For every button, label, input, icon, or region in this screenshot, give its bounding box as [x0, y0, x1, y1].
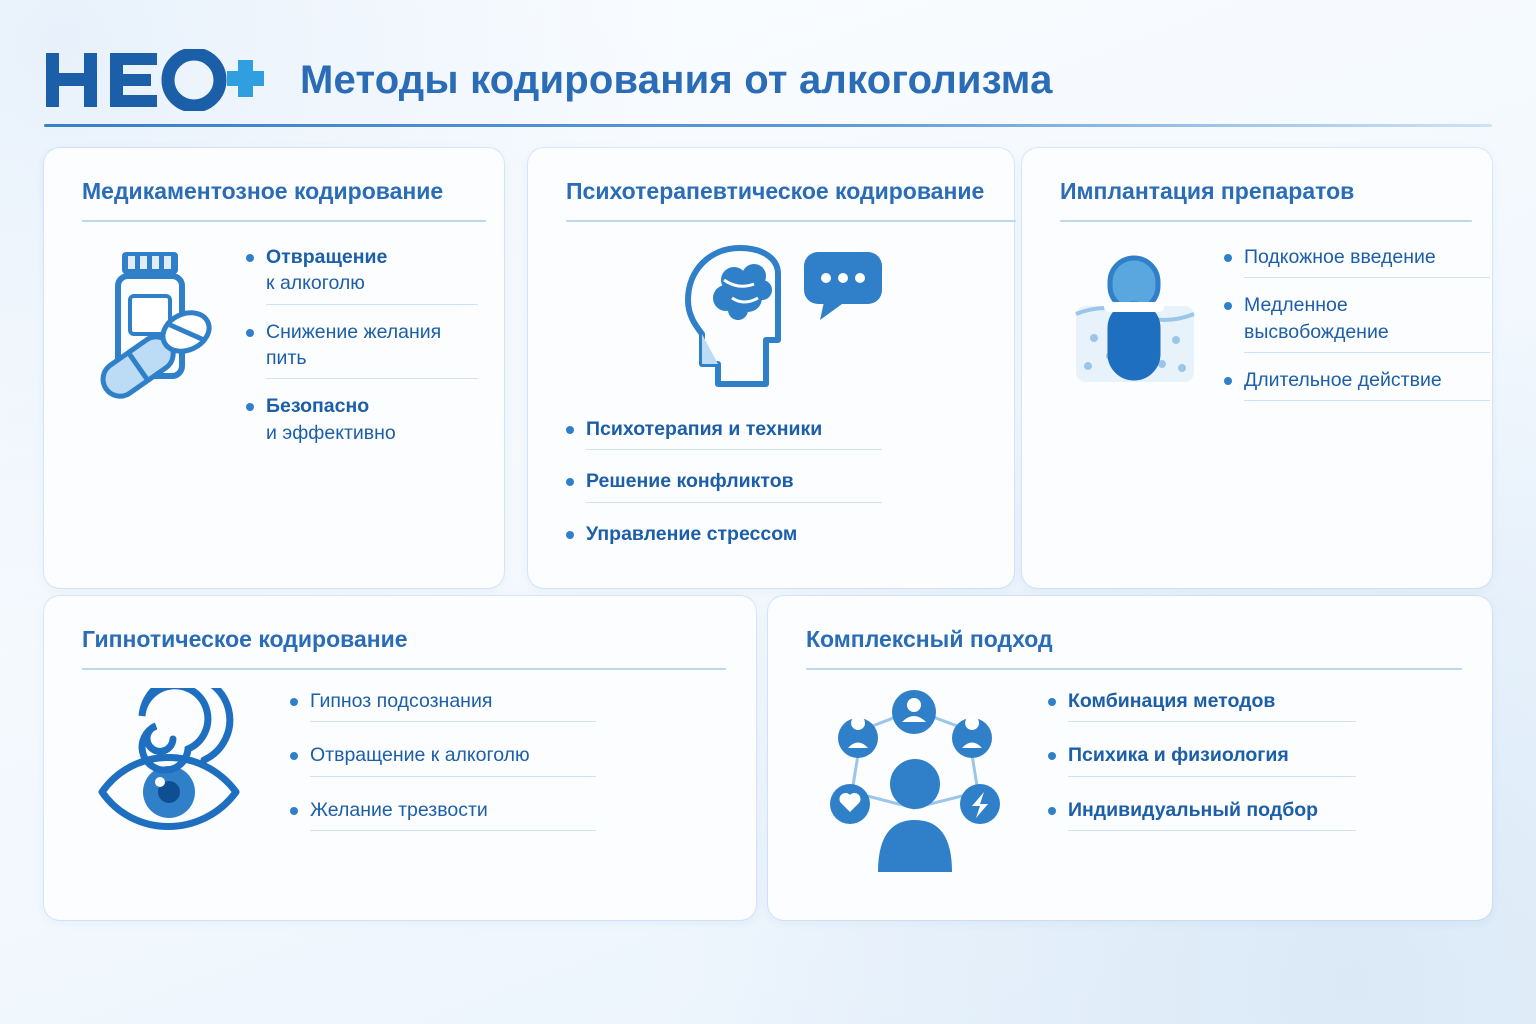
bullet-line-1: Гипноз подсознания	[310, 690, 493, 712]
list-item	[244, 244, 494, 305]
page-title: Методы кодирования от алкоголизма	[300, 57, 1053, 102]
card-title-divider	[566, 220, 1016, 222]
bullet-divider	[586, 449, 882, 450]
card-psychotherapy	[528, 148, 1014, 588]
card-hypnosis	[44, 596, 756, 920]
card-title-divider	[1060, 220, 1472, 222]
bullet-line-1: Безопасно	[266, 395, 370, 418]
neo-plus-logo	[44, 48, 266, 112]
logo-icon	[44, 49, 266, 111]
bullet-divider	[1244, 400, 1490, 401]
list-item	[1222, 244, 1492, 278]
list-item	[288, 742, 598, 776]
card-title-divider	[82, 668, 726, 670]
card-title-hypnosis: Гипнотическое кодирование	[82, 626, 408, 652]
bullet-line-1: Решение конфликтов	[586, 470, 794, 493]
list-item	[244, 319, 494, 380]
bullet-line-2: и эффективно	[266, 421, 396, 444]
bullet-divider	[310, 721, 596, 722]
card-title-psychotherapy: Психотерапевтическое кодирование	[566, 178, 985, 204]
card-title-divider	[82, 220, 486, 222]
list-item	[564, 521, 984, 547]
bullet-line-1: Комбинация методов	[1068, 690, 1276, 712]
bullet-line-1: Отвращение	[266, 246, 388, 268]
card-implantation	[1022, 148, 1492, 588]
bullet-line-1: Психотерапия и техники	[586, 418, 823, 440]
list-item	[244, 393, 494, 446]
card-title-implantation: Имплантация препаратов	[1060, 178, 1355, 204]
network-person-icon	[810, 688, 1020, 883]
eye-spiral-icon	[86, 688, 266, 863]
card-title-divider	[806, 668, 1462, 670]
header-divider	[44, 124, 1492, 127]
header	[44, 34, 1492, 126]
bullet-divider	[586, 502, 882, 503]
list-item	[288, 797, 598, 831]
bullet-line-1: Подкожное введение	[1244, 246, 1436, 268]
bullet-line-1: Желание трезвости	[310, 798, 488, 821]
bullet-divider	[1244, 352, 1490, 353]
bullet-list-psychotherapy	[564, 416, 984, 565]
card-medication	[44, 148, 504, 588]
list-item	[1046, 797, 1356, 831]
bullet-divider	[310, 830, 596, 831]
bullet-line-2: высвобождение	[1244, 320, 1389, 343]
list-item	[564, 416, 984, 450]
bullet-list-complex	[1046, 688, 1356, 851]
bullet-divider	[1244, 277, 1490, 278]
bullet-divider	[1068, 721, 1356, 722]
head-brain-speech-icon	[666, 244, 896, 399]
bullet-line-2: пить	[266, 346, 307, 369]
bullet-line-1: Медленное	[1244, 294, 1348, 317]
bullet-list-medication	[244, 244, 494, 460]
bullet-divider	[266, 304, 478, 305]
bullet-divider	[1068, 830, 1356, 831]
bullet-line-2: к алкоголю	[266, 272, 365, 295]
bullet-line-1: Психика и физиология	[1068, 744, 1289, 767]
bullet-line-1: Управление стрессом	[586, 522, 798, 545]
card-complex-approach	[768, 596, 1492, 920]
bullet-line-1: Снижение желания	[266, 320, 442, 343]
bullet-list-hypnosis	[288, 688, 598, 851]
bullet-line-1: Отвращение к алкоголю	[310, 744, 530, 767]
list-item	[1046, 742, 1356, 776]
list-item	[1222, 367, 1492, 401]
bullet-list-implantation	[1222, 244, 1492, 415]
card-title-complex: Комплексный подход	[806, 626, 1053, 652]
list-item	[1222, 292, 1492, 353]
pill-bottle-icon	[80, 244, 230, 419]
bullet-line-1: Индивидуальный подбор	[1068, 798, 1319, 821]
list-item	[564, 468, 984, 502]
bullet-divider	[1068, 776, 1356, 777]
list-item	[288, 688, 598, 722]
list-item	[1046, 688, 1356, 722]
card-title-medication: Медикаментозное кодирование	[82, 178, 444, 204]
bullet-line-1: Длительное действие	[1244, 368, 1442, 391]
capsule-implant-icon	[1058, 244, 1208, 419]
bullet-divider	[266, 378, 478, 379]
bullet-divider	[310, 776, 596, 777]
